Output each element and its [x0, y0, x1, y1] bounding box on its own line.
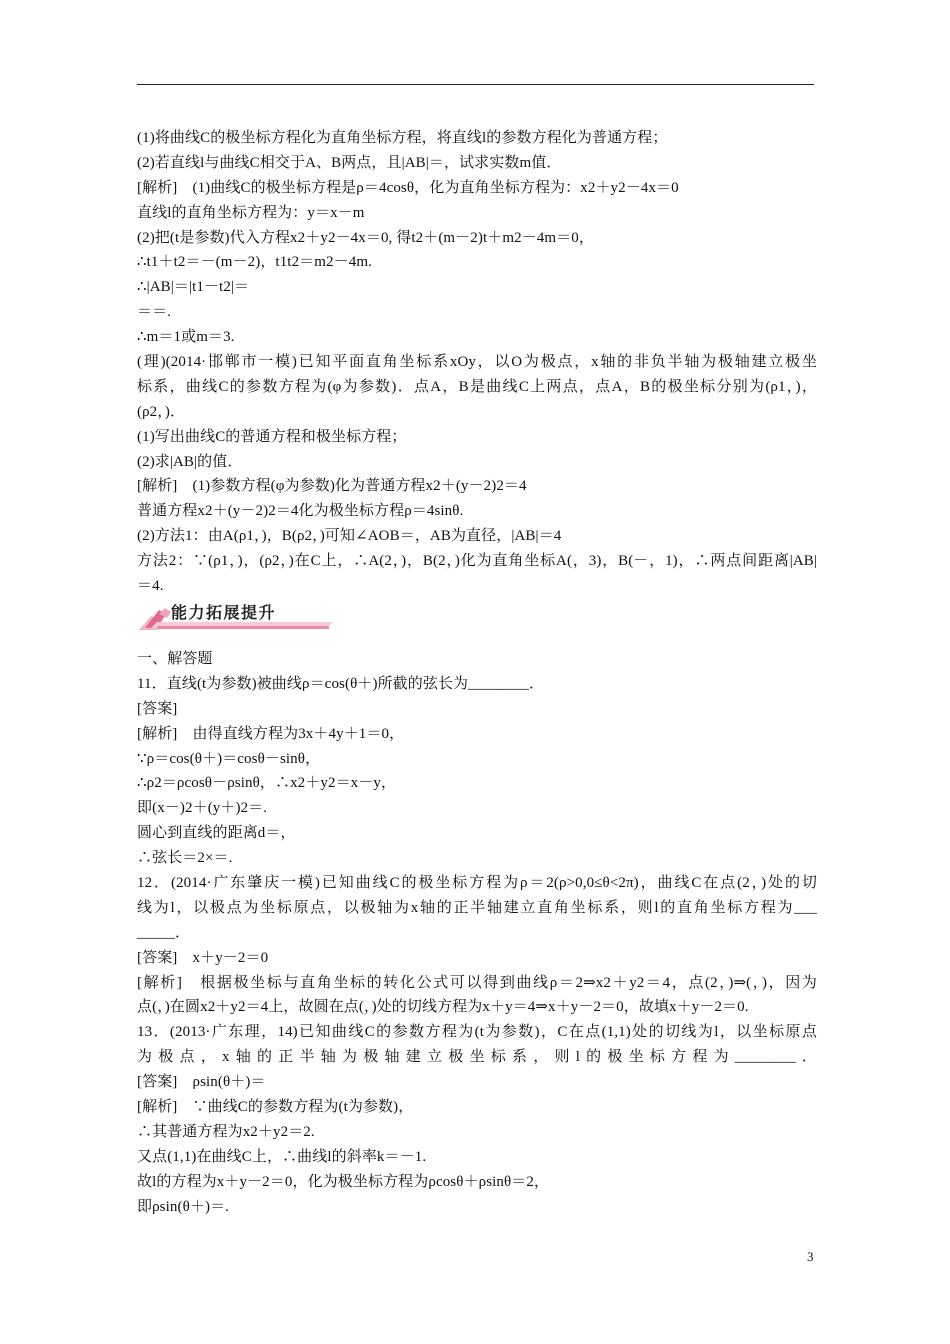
text-line: ∴其普通方程为x2＋y2＝2. [137, 1123, 315, 1140]
text-line: 直线l的直角坐标方程为：y＝x－m [137, 204, 365, 221]
text-line: 12．(2014·广东肇庆一模)已知曲线C的极坐标方程为ρ＝2(ρ>0,0≤θ<2π)，曲线C在点(2，)处的切 [137, 875, 817, 892]
text-line: 一、解答题 [137, 651, 213, 667]
text-line: 11．直线(t为参数)被曲线ρ＝cos(θ＋)所截的弦长为________． [137, 675, 545, 692]
text-line: ∴|AB|＝|t1－t2|＝ [137, 279, 250, 296]
text-line: (2)方法1：由A(ρ1，)，B(ρ2，)可知∠AOB＝，AB为直径，|AB|＝4 [137, 528, 562, 545]
text-line: ∴t1＋t2＝－(m－2)，t1t2＝m2－4m. [137, 254, 372, 271]
section-2-text [137, 647, 817, 1219]
text-line: 圆心到直线的距离d＝， [137, 825, 296, 842]
text-line: (2)把(t是参数)代入方程x2＋y2－4x＝0, 得t2＋(m－2)t＋m2－4m＝0， [137, 229, 594, 246]
text-line: 为极点，x轴的正半轴为极轴建立极坐标系，则l的极坐标方程为________． [137, 1049, 817, 1066]
text-line: (理)(2014·邯郸市一模)已知平面直角坐标系xOy，以O为极点，x轴的非负半轴为极轴建立极坐 [137, 354, 817, 371]
text-line: 故l的方程为x＋y－2＝0，化为极坐标方程为ρcosθ＋ρsinθ＝2， [137, 1173, 550, 1190]
banner-title: 能力拓展提升 [171, 603, 277, 622]
text-line: 点(，)在圆x2＋y2＝4上，故圆在点(，)处的切线方程为x＋y＝4⇒x＋y－2＝0，故填x＋y－2＝0. [137, 999, 749, 1016]
section-1-text [137, 126, 817, 599]
text-line: (2)若直线l与曲线C相交于A、B两点，且|AB|＝，试求实数m值． [137, 154, 562, 171]
text-line: 13．(2013·广东理，14)已知曲线C的参数方程为(t为参数)，C在点(1,1)处的切线为l，以坐标原点 [137, 1024, 817, 1041]
text-line: [解析] 由得直线方程为3x＋4y＋1＝0， [137, 725, 405, 742]
text-line: [答案] x＋y－2＝0 [137, 949, 269, 966]
text-line: [解析] (1)曲线C的极坐标方程是ρ＝4cosθ，化为直角坐标方程为：x2＋y2－4x＝0 [137, 179, 679, 196]
text-line: 又点(1,1)在曲线C上，∴曲线l的斜率k＝－1. [137, 1148, 427, 1165]
header-rule [137, 84, 814, 85]
text-line: ∴ρ2＝ρcosθ－ρsinθ，∴x2＋y2＝x－y， [137, 775, 397, 792]
text-line: 方法2：∵(ρ1，)，(ρ2，)在C上，∴A(2，)，B(2，)化为直角坐标A(，3)，B(－，1)，∴两点间距离|AB| [137, 553, 817, 570]
text-line: ∵ρ＝cos(θ＋)＝cosθ－sinθ， [137, 750, 321, 767]
text-line: (2)求|AB|的值． [137, 453, 243, 470]
text-line: ∴m＝1或m＝3. [137, 329, 235, 346]
text-line: [解析] ∵曲线C的参数方程为(t为参数)， [137, 1099, 414, 1116]
text-line: [答案] [137, 700, 178, 717]
text-line: 即(x－)2＋(y＋)2＝. [137, 800, 268, 817]
text-line: 标系，曲线C的参数方程为(φ为参数)．点A，B是曲线C上两点，点A，B的极坐标分别为(ρ1，)， [137, 378, 817, 395]
text-line: 即ρsin(θ＋)＝. [137, 1198, 230, 1215]
text-line: ＝4. [137, 578, 164, 595]
text-line: ∴弦长＝2×＝. [137, 850, 233, 867]
ability-banner [137, 600, 337, 634]
text-line: [答案] ρsin(θ＋)＝ [137, 1074, 266, 1091]
text-line: ＝＝. [137, 304, 172, 321]
text-line: (1)写出曲线C的普通方程和极坐标方程； [137, 428, 407, 445]
page-number: 3 [807, 1249, 814, 1264]
text-line: _____． [137, 924, 191, 941]
text-line: [解析] 根据极坐标与直角坐标的转化公式可以得到曲线ρ＝2⇒x2＋y2＝4，点(2，)⇒(，)，因为 [137, 974, 817, 991]
text-line: 普通方程x2＋(y－2)2＝4化为极坐标方程ρ＝4sinθ. [137, 503, 464, 520]
text-line: 线为l，以极点为坐标原点，以极轴为x轴的正半轴建立直角坐标系，则l的直角坐标方程为___ [137, 899, 817, 916]
text-line: (ρ2，)． [137, 403, 186, 420]
text-line: [解析] (1)参数方程(φ为参数)化为普通方程x2＋(y－2)2＝4 [137, 478, 527, 495]
text-line: (1)将曲线C的极坐标方程化为直角坐标方程，将直线l的参数方程化为普通方程； [137, 130, 668, 146]
